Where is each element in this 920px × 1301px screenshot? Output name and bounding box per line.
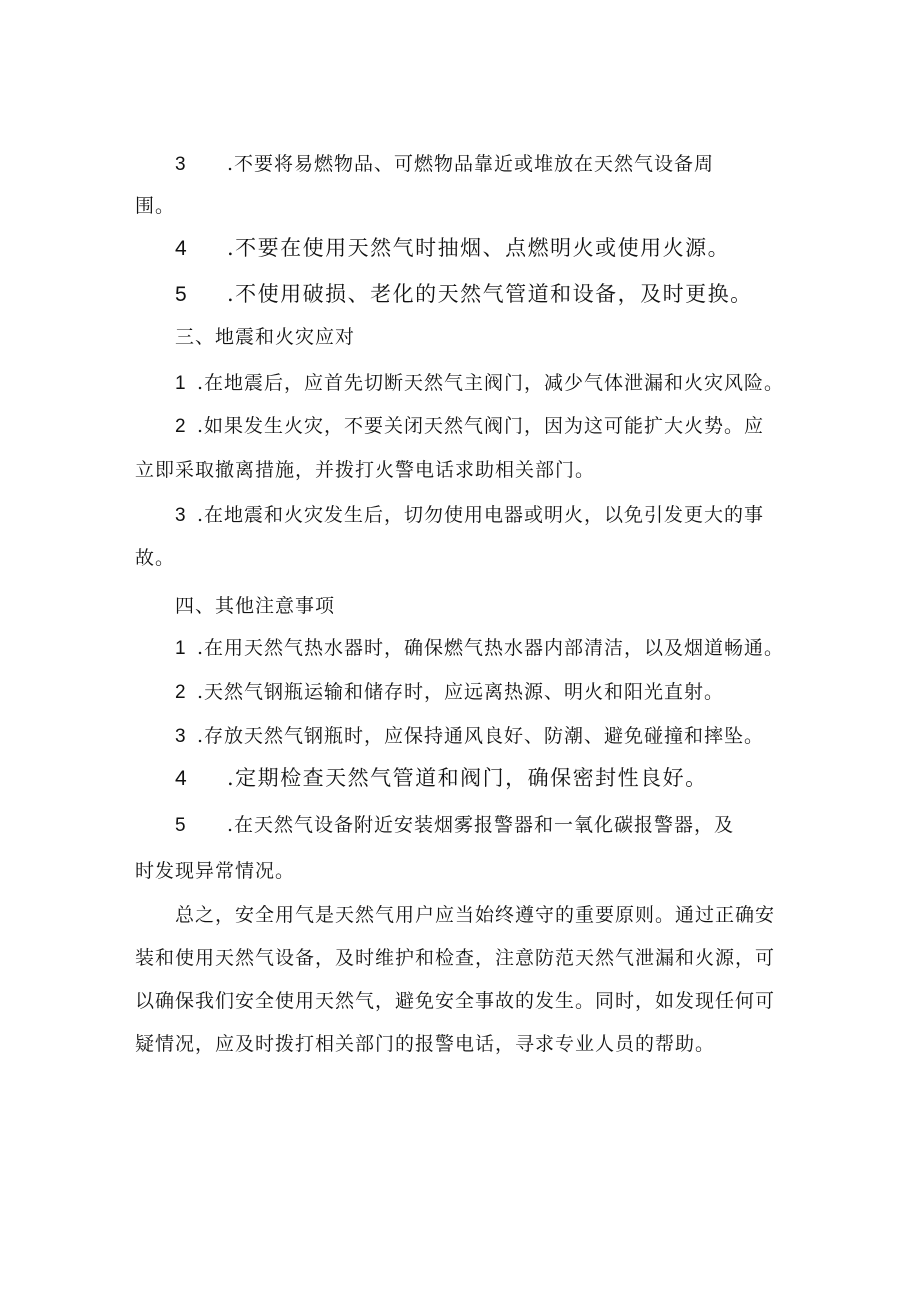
list-item-s2-3 [175, 152, 714, 177]
list-item-s3-3 [175, 503, 764, 528]
list-item-s4-5 [175, 813, 734, 838]
list-item-s2-5 [175, 282, 753, 307]
item-text: .在地震后，应首先切断天然气主阀门，减少气体泄漏和火灾风险。 [197, 372, 785, 394]
list-item-s4-3 [175, 724, 764, 749]
list-item-s2-4 [175, 236, 730, 261]
list-item-s4-4 [175, 766, 708, 791]
item-number: 1 [175, 638, 187, 659]
item-number: 3 [175, 505, 187, 526]
list-item-s4-5-continuation: 时发现异常情况。 [135, 860, 296, 882]
item-number: 3 [175, 154, 187, 175]
list-item-s3-3-continuation: 故。 [135, 547, 176, 569]
item-number: 2 [175, 416, 187, 437]
list-item-s3-2 [175, 414, 764, 439]
item-text: .存放天然气钢瓶时，应保持通风良好、防潮、避免碰撞和摔坠。 [197, 725, 765, 747]
section-heading: 四、其他注意事项 [175, 595, 336, 617]
item-text: .定期检查天然气管道和阀门，确保密封性良好。 [227, 766, 708, 790]
item-text: .天然气钢瓶运输和储存时，应远离热源、明火和阳光直射。 [197, 681, 725, 703]
item-text: .不要将易燃物品、可燃物品靠近或堆放在天然气设备周 [227, 153, 715, 175]
item-number: 1 [175, 373, 187, 394]
summary-line-3: 以确保我们安全使用天然气，避免安全事故的发生。同时，如发现任何可 [135, 990, 776, 1012]
item-text: .在用天然气热水器时，确保燃气热水器内部清洁，以及烟道畅通。 [197, 637, 785, 659]
item-number: 5 [175, 815, 187, 836]
item-number: 2 [175, 682, 187, 703]
list-item-s3-2-continuation: 立即采取撤离措施，并拨打火警电话求助相关部门。 [135, 459, 596, 481]
item-text: .不要在使用天然气时抽烟、点燃明火或使用火源。 [227, 236, 731, 260]
list-item-s3-1 [175, 371, 784, 396]
item-text: .不使用破损、老化的天然气管道和设备，及时更换。 [227, 282, 753, 306]
item-number: 4 [175, 767, 189, 790]
summary-line-4: 疑情况，应及时拨打相关部门的报警电话，寻求专业人员的帮助。 [135, 1033, 716, 1055]
summary-line-1: 总之，安全用气是天然气用户应当始终遵守的重要原则。通过正确安 [175, 904, 776, 926]
summary-line-2: 装和使用天然气设备，及时维护和检查，注意防范天然气泄漏和火源，可 [135, 947, 776, 969]
item-text: .在天然气设备附近安装烟雾报警器和一氧化碳报警器，及 [227, 814, 735, 836]
item-number: 3 [175, 726, 187, 747]
list-item-s2-3-continuation: 围。 [135, 195, 176, 217]
item-text: .如果发生火灾，不要关闭天然气阀门，因为这可能扩大火势。应 [197, 415, 765, 437]
section-heading: 三、地震和火灾应对 [175, 326, 356, 348]
list-item-s4-2 [175, 680, 724, 705]
list-item-s4-1 [175, 636, 784, 661]
item-number: 5 [175, 283, 189, 306]
item-text: .在地震和火灾发生后，切勿使用电器或明火，以免引发更大的事 [197, 504, 765, 526]
item-number: 4 [175, 237, 189, 260]
